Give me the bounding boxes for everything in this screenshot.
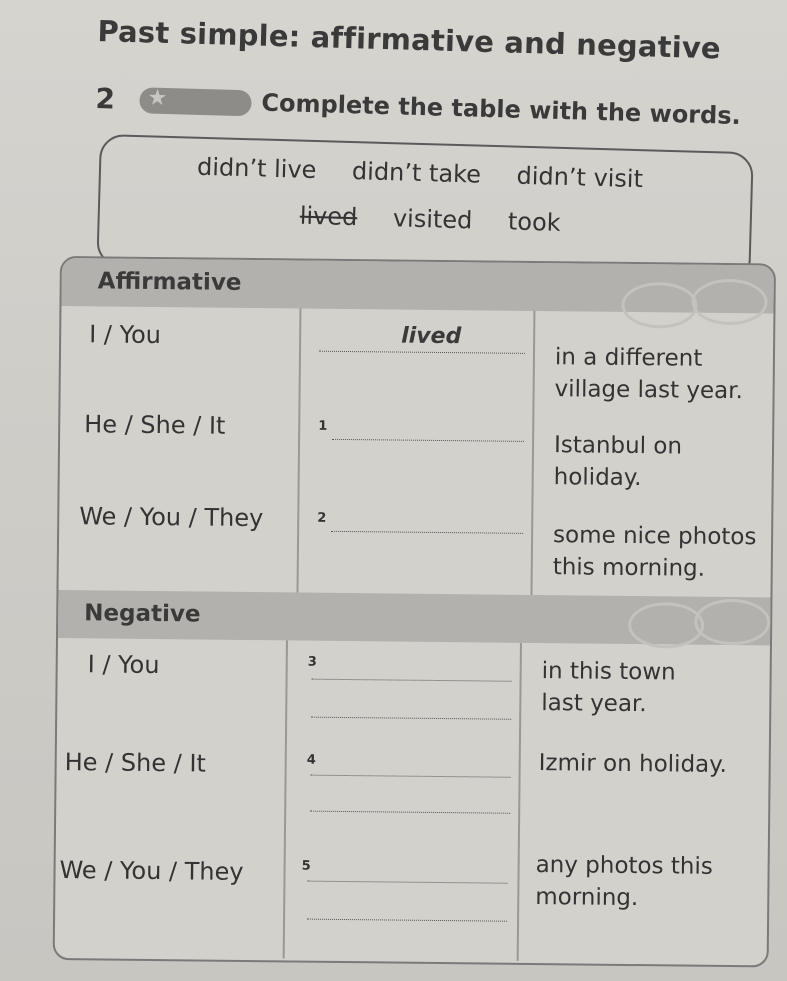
answer-blank[interactable] <box>319 351 525 354</box>
question-number: 4 <box>306 752 316 768</box>
table-row <box>60 410 772 492</box>
answer-blank[interactable] <box>332 439 524 442</box>
grammar-table <box>53 256 776 967</box>
sentence-end-line1: in this town <box>541 658 676 686</box>
word-lived-crossed: lived <box>299 201 358 232</box>
word-didnt-take: didn’t take <box>351 157 482 189</box>
answer-text: lived <box>401 323 462 350</box>
sentence-end-line2: holiday. <box>553 464 642 492</box>
question-number: 5 <box>301 858 311 874</box>
page-title: Past simple: affirmative and negative <box>97 14 722 66</box>
exercise-header <box>95 82 742 140</box>
affirmative-header <box>61 258 773 313</box>
difficulty-badge <box>139 87 252 116</box>
word-row-1 <box>197 153 672 194</box>
column-divider <box>517 643 522 961</box>
word-visited: visited <box>392 204 473 235</box>
sentence-end-line2: village last year. <box>554 376 744 405</box>
decorative-circle <box>691 279 767 326</box>
answer-blank-line2[interactable] <box>310 811 510 814</box>
subject-label: I / You <box>89 320 162 350</box>
sentence-end-line1: Izmir on holiday. <box>538 750 727 779</box>
decorative-circle <box>628 602 704 649</box>
affirmative-label: Affirmative <box>97 268 242 296</box>
sentence-end-line2: last year. <box>541 690 647 718</box>
word-didnt-live: didn’t live <box>196 152 317 185</box>
answer-blank-line2[interactable] <box>311 717 511 720</box>
word-didnt-visit: didn’t visit <box>516 161 644 194</box>
exercise-instruction: Complete the table with the words. <box>261 88 742 131</box>
answer-blank[interactable] <box>311 775 511 778</box>
answer-blank[interactable] <box>307 881 507 884</box>
question-number: 3 <box>307 654 317 670</box>
column-divider <box>530 311 535 597</box>
negative-label: Negative <box>84 600 201 628</box>
column-divider <box>283 640 288 958</box>
exercise-number: 2 <box>95 82 116 116</box>
decorative-circle <box>694 599 770 646</box>
word-took: took <box>507 207 562 237</box>
subject-label: He / She / It <box>84 410 226 440</box>
decorative-circle <box>621 282 697 329</box>
table-row <box>56 852 768 912</box>
subject-label: We / You / They <box>59 856 244 886</box>
sentence-end-line2: morning. <box>535 884 639 912</box>
answer-blank[interactable] <box>331 531 523 534</box>
table-row <box>57 748 769 779</box>
sentence-end-line1: any photos this <box>535 852 713 880</box>
column-divider <box>296 309 301 595</box>
sentence-end-line2: this morning. <box>552 554 706 582</box>
subject-label: I / You <box>87 650 160 680</box>
subject-label: He / She / It <box>64 748 207 778</box>
sentence-end-line1: in a different <box>554 344 703 372</box>
subject-label: We / You / They <box>79 502 264 533</box>
answer-blank-line2[interactable] <box>307 919 507 922</box>
question-number: 2 <box>317 510 327 526</box>
answer-blank[interactable] <box>312 679 512 682</box>
sentence-end-line1: Istanbul on <box>553 432 683 460</box>
star-icon: ★ <box>147 85 168 111</box>
table-row <box>59 502 771 582</box>
word-row-2 <box>299 202 589 238</box>
table-row <box>58 650 770 718</box>
question-number: 1 <box>318 418 328 434</box>
negative-header <box>58 590 770 645</box>
sentence-end-line1: some nice photos <box>552 522 757 551</box>
